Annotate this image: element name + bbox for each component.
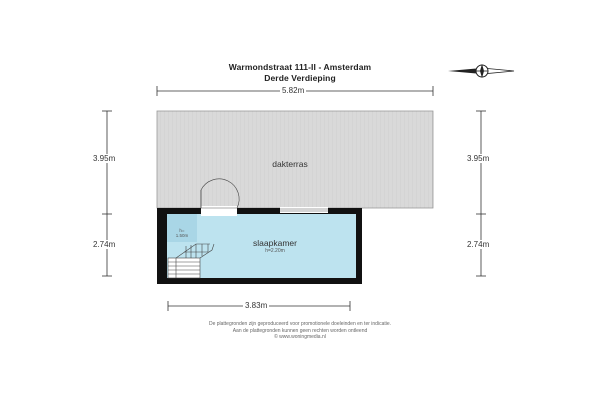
dimension-bottom-label: 3.83m	[245, 301, 268, 310]
dimension-right	[476, 111, 486, 276]
terrace-label: dakterras	[272, 159, 308, 169]
bedroom-ceiling-label: h=2.20m	[265, 248, 285, 254]
stair-void-label: h= 1.50m	[175, 228, 189, 238]
copyright-link[interactable]: © www.woningmedia.nl	[274, 334, 326, 340]
plan-title: Warmondstraat 111-II - Amsterdam	[228, 62, 372, 72]
dimension-left-upper-label: 3.95m	[93, 154, 116, 163]
dimension-top-label: 5.82m	[282, 86, 305, 95]
bedroom-label: slaapkamer	[253, 238, 297, 248]
dimension-right-lower-label: 2.74m	[467, 240, 490, 249]
dimension-left-lower-label: 2.74m	[93, 240, 116, 249]
disclaimer-line-1: De plattegronden zijn geproduceerd voor promotionele doeleinden en ter indicatie.	[208, 321, 392, 327]
disclaimer-line-2: Aan de plattegronden kunnen geen rechten worden ontleend	[232, 327, 368, 334]
plan-subtitle: Derde Verdieping	[264, 73, 336, 83]
dimension-right-upper-label: 3.95m	[467, 154, 490, 163]
dimension-left	[102, 111, 112, 276]
